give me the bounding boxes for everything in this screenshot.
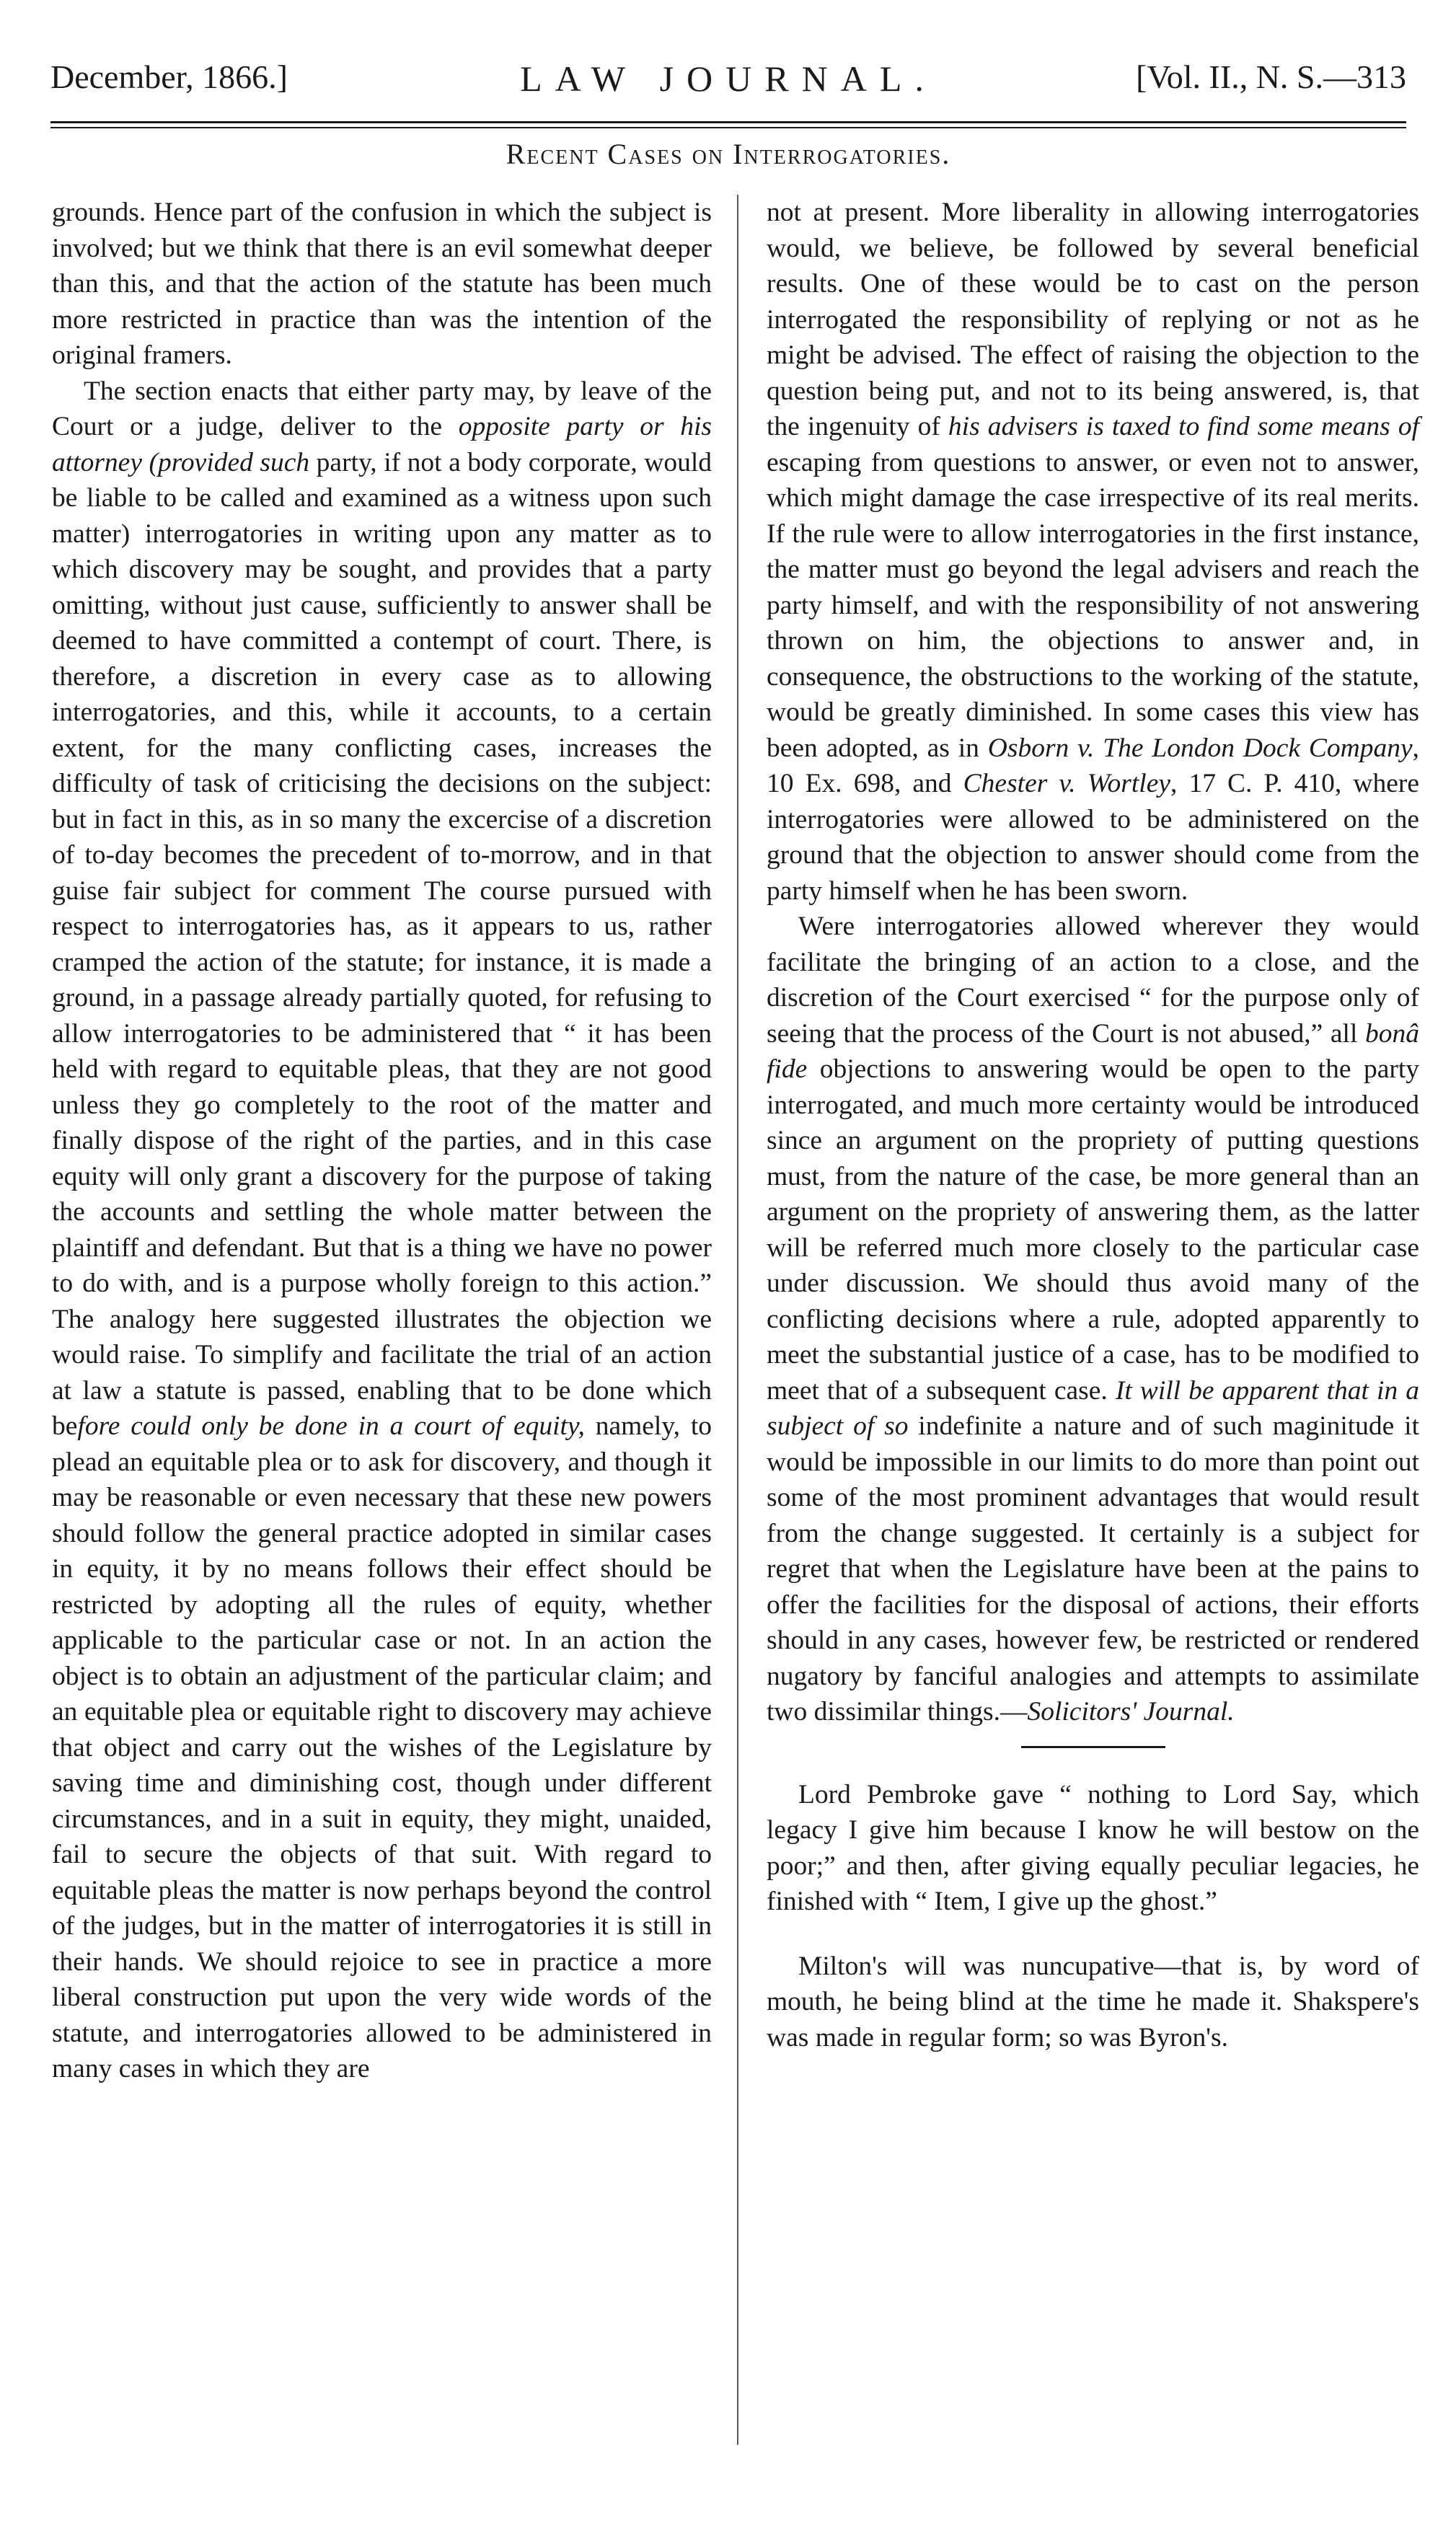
left-paragraph-2 — [52, 374, 712, 2087]
section-title: Recent Cases on Interrogatories. — [506, 138, 951, 170]
right-paragraph-1 — [767, 195, 1419, 909]
right-p1-italic-1: his advisers is taxed to find some means of — [948, 412, 1419, 441]
right-column — [767, 195, 1419, 2055]
header-rule-thin — [50, 127, 1406, 128]
right-p2-source: Solicitors' Journal. — [1027, 1697, 1235, 1727]
header-date: December, 1866.] — [50, 58, 288, 95]
right-p2-text-a: Were interrogatories allowed wherever they would facilitate the bringing of an action to a close, and the discretion of the Court exercised “ for the purpose only of seeing that the process of the Court is not abused,” all — [767, 912, 1419, 1049]
right-p1-text-c: , 10 Ex. 698, and — [767, 733, 1419, 798]
left-p2-text-b: party, if not a body corporate, would be liable to be called and examined as a witness upon such matter) interrogatories in writing upon any matter as to which discovery may be sought, and provides that a party omitting, without just cause, sufficiently to answer shall be deemed to have committed a contempt of court. There, is therefore, a discretion in every case as to allowing interrogatories, and this, while it accounts, to a certain extent, for the many conflicting cases, increases the difficulty of task of criticising the decisions on the subject: but in fact in this, as in so many the excercise of a discretion of to-day becomes the precedent of to-morrow, and in that guise fair subject for comment The course pursued with respect to interrogatories has, as it appears to us, rather cramped the action of the statute; for instance, it is made a ground, in a passage already partially quoted, for refusing to allow interrogatories to be administered that “ it has been held with regard to equitable pleas, that they are not good unless they go completely to the root of the matter and finally dispose of the right of the parties, and in this case equity will only grant a discovery for the purpose of taking the accounts and settling the whole matter between the plaintiff and defendant. But that is a thing we have no power to do with, and is a purpose wholly foreign to this action.” The analogy here suggested illustrates the objection we would raise. To simplify and facilitate the trial of an action at law a statute is passed, enabling that to be done which be — [52, 447, 712, 1441]
journal-title: LAW JOURNAL. — [520, 58, 937, 99]
left-p2-text-c: namely, to plead an equitable plea or to ask for discovery, and though it may be reasonable or even necessary that these new powers should follow the general practice adopted in similar cases in equity, it by no means follows their effect should be restricted by adopting all the rules of equity, whether applicable to the particular case or not. In an action the object is to obtain an adjustment of the particular claim; and an equitable plea or equitable right to discovery may achieve that object and carry out the wishes of the Legislature by saving time and diminishing cost, though under different circumstances, and in a suit in equity, they might, unaided, fail to secure the objects of that suit. With regard to equitable pleas the matter is now perhaps beyond the control of the judges, but in the matter of interrogatories it is still in their hands. We should rejoice to see in practice a more liberal construction put upon the very wide words of the statute, and interrogatories allowed to be administered in many cases in which they are — [52, 1411, 712, 2083]
right-p2-italic-2: It will be apparent that in a subject of so — [767, 1375, 1419, 1441]
right-paragraph-milton: Milton's will was nuncupative—that is, by word of mouth, he being blind at the time he made it. Shakspere's was made in regular form; so was Byron's. — [767, 1951, 1419, 2052]
right-p2-text-c: indefinite a nature and of such maginitude it would be impossible in our limits to do more than point out some of the most prominent advantages that would result from the change suggested. It certainly is a subject for regret that when the Legislature have been at the pains to offer the facilities for the disposal of actions, their efforts should in any cases, however few, be restricted or rendered nugatory by fanciful analogies and attempts to assimilate two dissimilar things.— — [767, 1411, 1420, 1727]
right-paragraph-pembroke: Lord Pembroke gave “ nothing to Lord Say, which legacy I give him because I know he will bestow on the poor;” and then, after giving equally peculiar legacies, he finished with “ Item, I give up the ghost.” — [767, 1779, 1419, 1916]
running-header — [50, 43, 1406, 115]
left-paragraph-1: grounds. Hence part of the confusion in which the subject is involved; but we think that there is an evil somewhat deeper than this, and that the action of the statute has been much more restricted in practice than was the intention of the original framers. — [52, 198, 712, 370]
article-end-rule — [1021, 1746, 1165, 1748]
left-p2-italic-2: fore could only be done in a court of equity, — [77, 1411, 585, 1441]
right-p1-text-a: not at present. More liberality in allowing interrogatories would, we believe, be followed by several beneficial results. One of these would be to cast on the person interrogated the responsibility of replying or not as he might be advised. The effect of raising the objection to the question being put, and not to its being answered, is, that the ingenuity of — [767, 198, 1419, 441]
right-paragraph-2 — [767, 909, 1419, 1730]
right-p2-italic-1: bonâ fide — [767, 1018, 1419, 1084]
column-divider — [737, 195, 738, 2445]
right-p1-text-d: , 17 C. P. 410, where interrogatories were allowed to be administered on the ground that the objection to answer should come from the party himself when he has been sworn. — [767, 769, 1419, 906]
right-p1-text-b: escaping from questions to answer, or even not to answer, which might damage the case irrespective of its real merits. If the rule were to allow interrogatories in the first instance, the matter must go beyond the legal advisers and reach the party himself, and with the responsibility of not answering thrown on him, the objections to answer and, in consequence, the obstructions to the working of the statute, would be greatly diminished. In some cases this view has been adopted, as in — [767, 447, 1419, 763]
right-p2-text-b: objections to answering would be open to the party interrogated, and much more certainty would be introduced since an argument on the propriety of putting questions must, from the nature of the case, be more general than an argument on the propriety of answering them, as the latter will be referred much more closely to the particular case under discussion. We should thus avoid many of the conflicting decisions where a rule, adopted apparently to meet the substantial justice of a case, has to be modified to meet that of a subsequent case. — [767, 1054, 1419, 1406]
right-p1-case-name-1: Osborn v. The London Dock Company — [987, 733, 1413, 763]
left-p2-italic-1: opposite party or his attorney (provided such — [52, 412, 712, 477]
header-volume-page: [Vol. II., N. S.—313 — [1136, 58, 1406, 95]
header-rule — [50, 121, 1406, 123]
left-column — [52, 195, 712, 2087]
left-p2-text-a: The section enacts that either party may, by leave of the Court or a judge, deliver to the — [52, 376, 712, 441]
right-p1-case-name-2: Chester v. Wortley — [963, 769, 1170, 798]
